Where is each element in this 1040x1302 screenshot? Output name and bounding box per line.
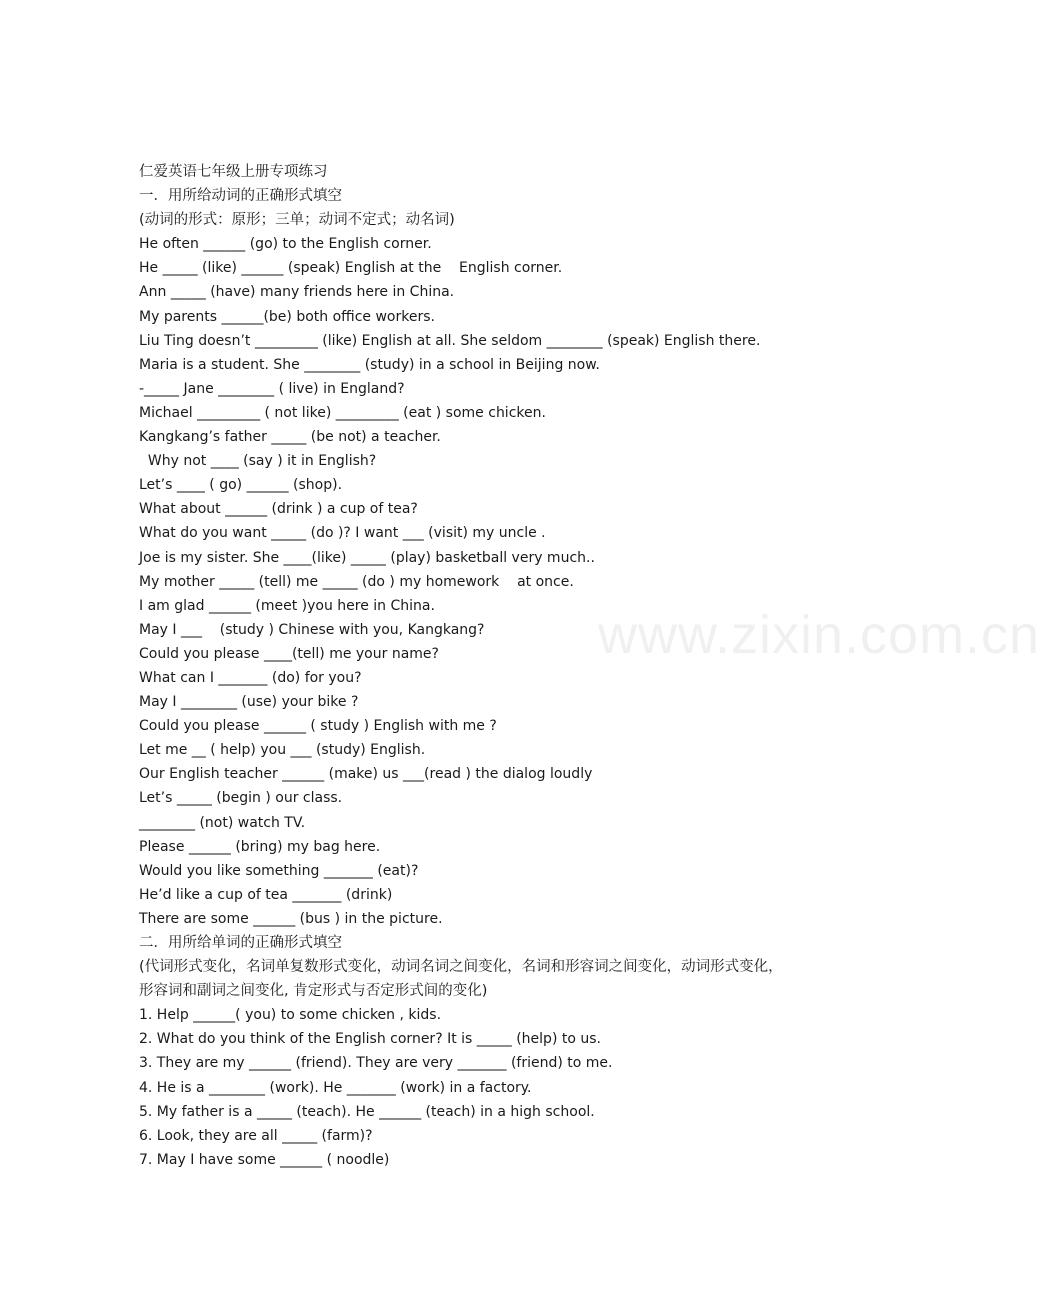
exercise-item: Could you please ____(tell) me your name? xyxy=(139,645,439,662)
document-title: 仁爱英语七年级上册专项练习 xyxy=(139,164,328,180)
exercise-item: 5. My father is a _____ (teach). He ______ (teach) in a high school. xyxy=(139,1103,595,1120)
exercise-item: There are some ______ (bus ) in the picture. xyxy=(139,910,443,927)
exercise-item: 2. What do you think of the English corner? It is _____ (help) to us. xyxy=(139,1031,601,1048)
exercise-item: He’d like a cup of tea _______ (drink) xyxy=(139,886,393,903)
exercise-item: What about ______ (drink ) a cup of tea? xyxy=(139,501,418,518)
exercise-item: Let’s ____ ( go) ______ (shop). xyxy=(139,477,343,494)
exercise-item: Liu Ting doesn’t _________ (like) English at all. She seldom ________ (speak) English there. xyxy=(139,332,761,349)
exercise-item: Kangkang’s father _____ (be not) a teacher. xyxy=(139,429,441,446)
exercise-item: Let me __ ( help) you ___ (study) English. xyxy=(139,742,426,759)
section2-list xyxy=(139,1003,789,1172)
exercise-item: I am glad ______ (meet )you here in China. xyxy=(139,597,435,614)
exercise-item: Why not ____ (say ) it in English? xyxy=(139,453,377,470)
watermark: www.zixin.com.cn xyxy=(598,605,1040,665)
exercise-item: -_____ Jane ________ ( live) in England? xyxy=(139,380,405,397)
document-body xyxy=(139,160,789,1172)
exercise-item: My mother _____ (tell) me _____ (do ) my homework at once. xyxy=(139,573,574,590)
section2-heading: 二．用所给单词的正确形式填空 xyxy=(139,935,342,951)
exercise-item: Ann _____ (have) many friends here in China. xyxy=(139,284,455,301)
section1-list xyxy=(139,232,789,931)
exercise-item: Joe is my sister. She ____(like) _____ (play) basketball very much.. xyxy=(139,549,595,566)
exercise-item: Please ______ (bring) my bag here. xyxy=(139,838,381,855)
exercise-item: Maria is a student. She ________ (study) in a school in Beijing now. xyxy=(139,356,600,373)
exercise-item: My parents ______(be) both office workers. xyxy=(139,308,435,325)
exercise-item: What do you want _____ (do )? I want ___ (visit) my uncle . xyxy=(139,525,546,542)
section1-heading: 一．用所给动词的正确形式填空 xyxy=(139,188,342,205)
exercise-item: 6. Look, they are all _____ (farm)? xyxy=(139,1127,373,1144)
exercise-item: 3. They are my ______ (friend). They are very _______ (friend) to me. xyxy=(139,1055,613,1072)
exercise-item: 4. He is a ________ (work). He _______ (work) in a factory. xyxy=(139,1079,532,1096)
exercise-item: Could you please ______ ( study ) English with me ? xyxy=(139,718,497,735)
exercise-item: He often ______ (go) to the English corner. xyxy=(139,236,432,253)
exercise-item: May I ___ (study ) Chinese with you, Kangkang? xyxy=(139,621,485,638)
exercise-item: 1. Help ______( you) to some chicken , kids. xyxy=(139,1007,442,1024)
exercise-item: May I ________ (use) your bike ? xyxy=(139,694,359,711)
section1-note: (动词的形式：原形；三单；动词不定式；动名词) xyxy=(139,212,455,229)
exercise-item: 7. May I have some ______ ( noodle) xyxy=(139,1151,390,1168)
section2-note: (代词形式变化，名词单复数形式变化，动词名词之间变化，名词和形容词之间变化，动词形式变化，形容词和副词之间变化, 肯定形式与否定形式间的变化) xyxy=(139,959,783,1000)
exercise-item: What can I _______ (do) for you? xyxy=(139,669,362,686)
exercise-item: Would you like something _______ (eat)? xyxy=(139,862,419,879)
exercise-item: Let’s _____ (begin ) our class. xyxy=(139,790,343,807)
exercise-item: Michael _________ ( not like) _________ (eat ) some chicken. xyxy=(139,404,546,421)
exercise-item: Our English teacher ______ (make) us ___(read ) the dialog loudly xyxy=(139,766,593,783)
exercise-item: He _____ (like) ______ (speak) English at the English corner. xyxy=(139,260,563,277)
exercise-item: ________ (not) watch TV. xyxy=(139,814,306,831)
